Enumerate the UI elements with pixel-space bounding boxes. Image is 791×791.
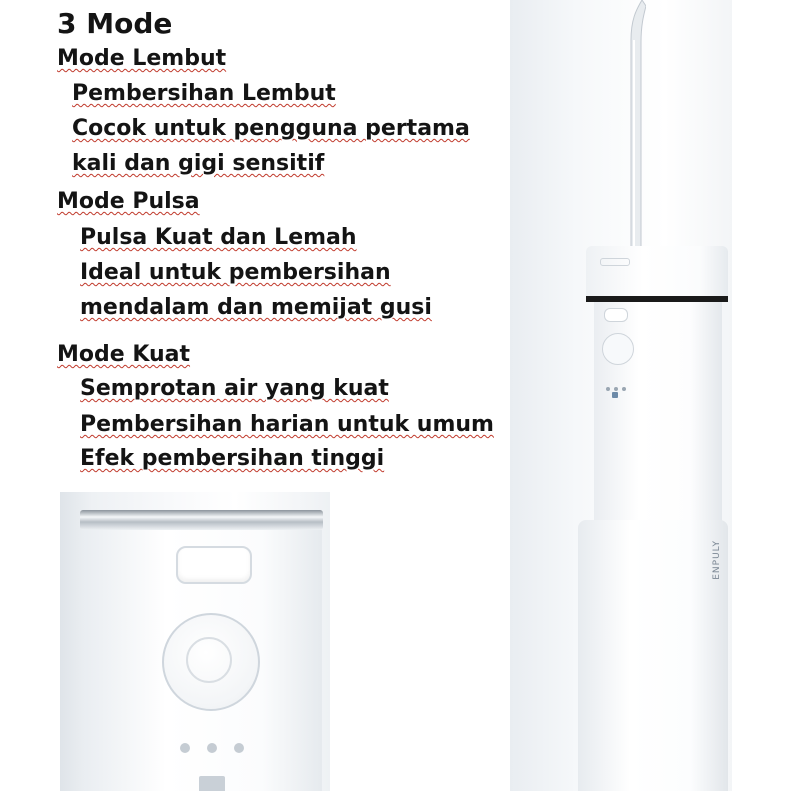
power-icon <box>186 637 232 683</box>
mode-2-line-3: mendalam dan memijat gusi <box>80 295 432 320</box>
mode-switch-closeup <box>176 546 252 584</box>
water-tank <box>578 520 728 791</box>
mode-1-name: Mode Lembut <box>57 46 227 71</box>
charge-led-closeup <box>199 776 225 791</box>
mode-2-name: Mode Pulsa <box>57 189 200 214</box>
device-head <box>586 246 728 302</box>
mode-3-line-2: Pembersihan harian untuk umum <box>80 412 494 437</box>
chrome-ring <box>80 510 323 530</box>
mode-1-line-2: Cocok untuk pengguna pertama <box>72 116 470 141</box>
mode-switch-small <box>604 308 628 322</box>
nozzle-release-icon <box>600 258 630 266</box>
mode-1-line-1: Pembersihan Lembut <box>72 81 336 106</box>
mode-2-line-1: Pulsa Kuat dan Lemah <box>80 225 357 250</box>
mode-3-line-3: Efek pembersihan tinggi <box>80 446 385 471</box>
power-button-small <box>602 333 634 365</box>
mode-2-line-2: Ideal untuk pembersihan <box>80 260 391 285</box>
mode-indicator-dots-small <box>606 376 630 395</box>
mode-3-line-1: Semprotan air yang kuat <box>80 376 389 401</box>
nozzle-tip <box>628 0 646 250</box>
mode-3-name: Mode Kuat <box>57 342 191 367</box>
charge-led-small <box>612 392 618 398</box>
page-title: 3 Mode <box>57 7 173 40</box>
mode-indicator-dots-closeup <box>180 738 261 757</box>
mode-1-line-3: kali dan gigi sensitif <box>72 151 325 176</box>
brand-label: ENPULY <box>712 540 722 580</box>
